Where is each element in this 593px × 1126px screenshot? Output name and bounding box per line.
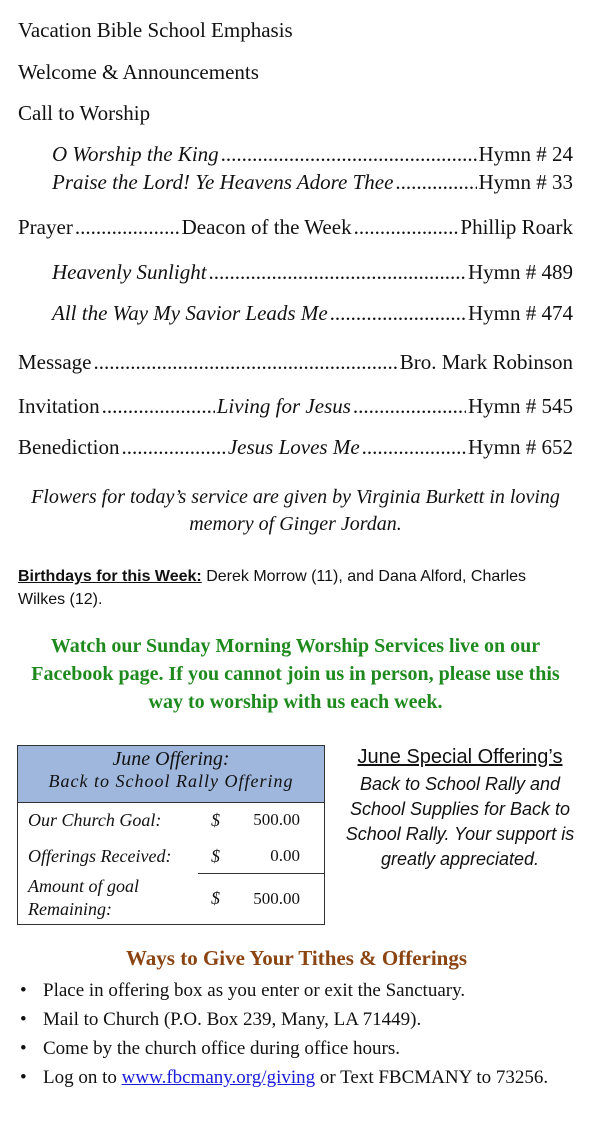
remaining-currency: $ (211, 888, 220, 908)
remaining-label-line2: Remaining: (28, 899, 112, 919)
leader-dots (75, 215, 180, 240)
ways-to-give-heading: Ways to Give Your Tithes & Offerings (125, 946, 468, 970)
birthdays-names: Derek Morrow (11), and Dana Alford, Charles Wilkes (12). (18, 568, 527, 608)
leader-dots (353, 394, 466, 419)
message-row (18, 350, 573, 375)
list-item: • Come by the church office during office hours. (18, 1034, 573, 1063)
prayer-name: Phillip Roark (460, 215, 573, 239)
special-offering (345, 746, 575, 872)
hymn-row-2 (52, 170, 573, 195)
remaining-label-line1: Amount of goal (28, 876, 139, 896)
prayer-row (18, 215, 573, 240)
special-offering-body: Back to School Rally and School Supplies for Back to School Rally. Your support is greatly appreciated. (345, 774, 575, 869)
hymn-row-4 (52, 301, 573, 326)
goal-currency: $ (211, 810, 220, 830)
leader-dots (354, 215, 459, 240)
invitation-hymn-title: Living for Jesus (216, 394, 351, 418)
item-text: or Text FBCMANY to 73256. (315, 1067, 549, 1088)
offering-divider (198, 873, 325, 874)
program-line-call-to-worship: Call to Worship (18, 101, 151, 125)
hymn-title: O Worship the King (52, 142, 219, 166)
benediction-row (18, 435, 573, 460)
benediction-hymn-number: Hymn # 652 (468, 435, 573, 459)
offering-remaining-row (28, 875, 314, 921)
special-offering-heading: June Special Offering’s (357, 746, 563, 768)
goal-label: Our Church Goal: (28, 810, 162, 830)
message-speaker: Bro. Mark Robinson (399, 350, 573, 374)
hymn-number: Hymn # 33 (478, 170, 573, 194)
list-item: • Place in offering box as you enter or exit the Sanctuary. (18, 976, 573, 1005)
birthdays-label: Birthdays for this Week: (18, 568, 202, 585)
offering-table (17, 745, 325, 925)
offering-received-row (28, 846, 314, 867)
benediction-hymn-title: Jesus Loves Me (227, 435, 360, 459)
list-item (18, 1063, 573, 1092)
leader-dots (395, 170, 476, 195)
hymn-row-1 (52, 142, 573, 167)
leader-dots (209, 260, 466, 285)
received-label: Offerings Received: (28, 846, 172, 866)
hymn-title: All the Way My Savior Leads Me (52, 301, 328, 325)
leader-dots (221, 142, 477, 167)
received-currency: $ (211, 846, 220, 866)
program-line-vbs: Vacation Bible School Emphasis (18, 18, 293, 42)
prayer-role: Deacon of the Week (181, 215, 352, 239)
leader-dots (102, 394, 215, 419)
hymn-row-3 (52, 260, 573, 285)
birthdays-section (18, 565, 573, 611)
hymn-number: Hymn # 24 (478, 142, 573, 166)
invitation-hymn-number: Hymn # 545 (468, 394, 574, 418)
leader-dots (330, 301, 466, 326)
list-item: • Mail to Church (P.O. Box 239, Many, LA 71449). (18, 1005, 573, 1034)
offering-table-header (18, 746, 324, 803)
received-value: 0.00 (270, 846, 300, 865)
leader-dots (121, 435, 225, 460)
hymn-number: Hymn # 489 (468, 260, 573, 284)
message-label: Message (18, 350, 92, 374)
hymn-title: Heavenly Sunlight (52, 260, 207, 284)
livestream-notice: Watch our Sunday Morning Worship Services live on our Facebook page. If you cannot join us in person, please use this way to worship with us each week. (31, 635, 560, 713)
invitation-row (18, 394, 573, 419)
item-text: Log on to (43, 1067, 122, 1088)
program-line-welcome: Welcome & Announcements (18, 60, 259, 84)
giving-link[interactable]: www.fbcmany.org/giving (121, 1067, 316, 1088)
hymn-title: Praise the Lord! Ye Heavens Adore Thee (52, 170, 394, 194)
leader-dots (93, 350, 397, 375)
hymn-number: Hymn # 474 (468, 301, 573, 325)
ways-to-give-list (18, 976, 573, 1092)
invitation-label: Invitation (18, 394, 100, 418)
leader-dots (362, 435, 466, 460)
remaining-value: 500.00 (253, 889, 300, 908)
offering-goal-row (28, 810, 314, 831)
goal-value: 500.00 (253, 810, 300, 829)
offering-title: June Offering: (112, 748, 230, 770)
offering-subtitle: Back to School Rally Offering (48, 771, 294, 791)
flowers-dedication: Flowers for today’s service are given by Virginia Burkett in loving memory of Ginger Jordan. (31, 486, 560, 535)
benediction-label: Benediction (18, 435, 120, 459)
prayer-label: Prayer (18, 215, 73, 239)
